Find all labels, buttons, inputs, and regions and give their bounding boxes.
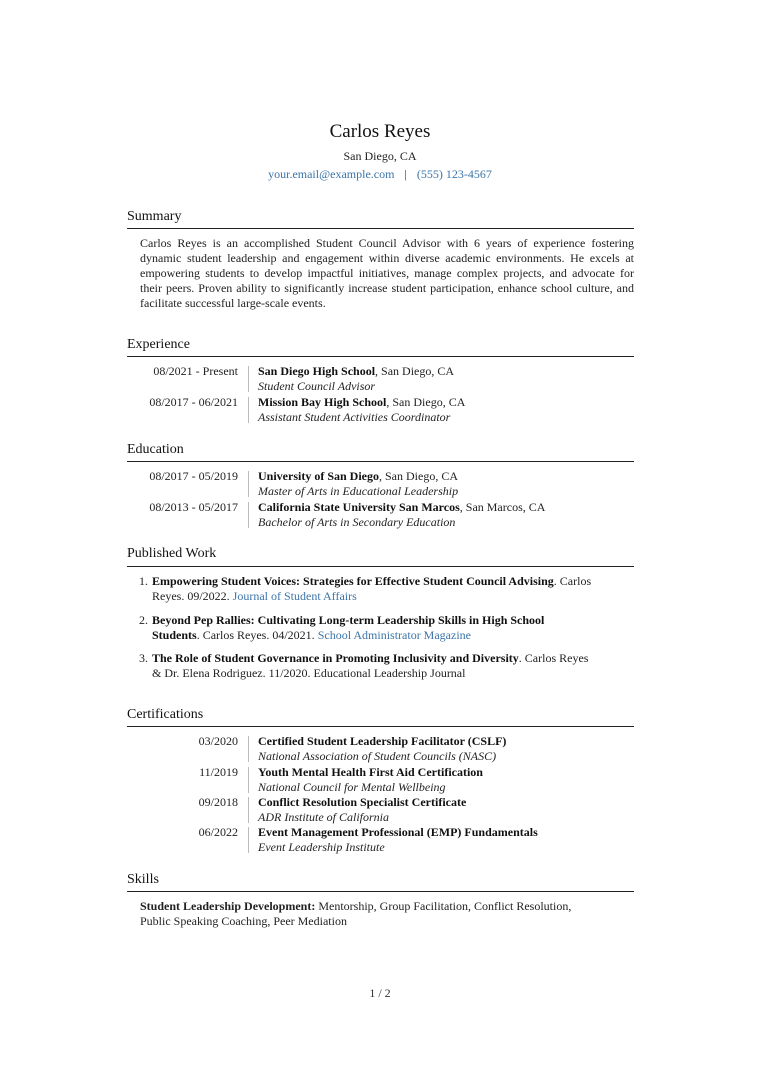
entry-date: 11/2019 [199,765,238,779]
publication-text [152,613,634,643]
entry-org: Mission Bay High School [258,395,387,409]
entry-degree: Bachelor of Arts in Secondary Education [258,515,456,529]
entry-divider [248,502,249,528]
publication-details: Reyes. 09/2022. [152,589,233,603]
email-link[interactable]: your.email@example.com [268,167,395,181]
certification-name: Conflict Resolution Specialist Certificate [258,795,467,809]
publication-venue-link[interactable]: School Administrator Magazine [317,628,471,642]
skills-text [140,899,634,929]
section-title-certifications: Certifications [127,707,204,722]
section-title-published-work: Published Work [127,546,217,561]
publication-title: The Role of Student Governance in Promoting Inclusivity and Diversity [152,651,519,665]
entry-role: Assistant Student Activities Coordinator [258,410,451,424]
section-rule [127,566,634,567]
certification-name: Certified Student Leadership Facilitator (CSLF) [258,734,507,748]
entry-body [258,734,634,764]
section-rule [127,356,634,357]
entry-body [258,500,634,530]
entry-divider [248,736,249,762]
entry-body [258,469,634,499]
publication-details: & Dr. Elena Rodriguez. 11/2020. Educational Leadership Journal [152,666,466,680]
publication-title: Beyond Pep Rallies: Cultivating Long-term Leadership Skills in High School [152,613,545,627]
entry-date: 08/2021 - Present [153,364,238,378]
entry-date: 08/2017 - 05/2019 [149,469,238,483]
section-title-education: Education [127,442,184,457]
page-number: 1 / 2 [369,986,391,1000]
certification-name: Event Management Professional (EMP) Fundamentals [258,825,538,839]
publication-text [152,651,634,681]
skills-line2: Public Speaking Coaching, Peer Mediation [140,914,347,928]
certification-issuer: National Association of Student Councils (NASC) [258,749,497,763]
certification-name: Youth Mental Health First Aid Certification [258,765,483,779]
entry-divider [248,397,249,423]
contact-separator: | [404,167,407,181]
section-rule [127,726,634,727]
entry-body [258,825,634,855]
section-title-summary: Summary [127,209,182,224]
entry-date: 03/2020 [198,734,238,748]
publication-title: Empowering Student Voices: Strategies for Effective Student Council Advising [152,574,554,588]
certification-issuer: ADR Institute of California [258,810,389,824]
section-title-experience: Experience [127,337,190,352]
entry-date: 08/2017 - 06/2021 [149,395,238,409]
certification-issuer: National Council for Mental Wellbeing [258,780,446,794]
entry-place: , San Diego, CA [386,395,466,409]
entry-divider [248,471,249,497]
entry-divider [248,767,249,793]
entry-place: , San Marcos, CA [459,500,546,514]
publication-authors: . Carlos Reyes [518,651,589,665]
publication-number: 1. [139,574,148,588]
entry-role: Student Council Advisor [258,379,376,393]
entry-degree: Master of Arts in Educational Leadership [258,484,459,498]
publication-venue-link[interactable]: Journal of Student Affairs [232,589,357,603]
publication-number: 2. [139,613,148,627]
skills-label: Student Leadership Development: [140,899,316,913]
entry-place: , San Diego, CA [379,469,458,483]
entry-date: 08/2013 - 05/2017 [149,500,238,514]
publication-authors: . Carlos [553,574,592,588]
entry-body [258,795,634,825]
section-rule [127,228,634,229]
entry-body [258,364,634,394]
entry-body [258,765,634,795]
phone-link[interactable]: (555) 123-4567 [416,167,492,181]
certification-issuer: Event Leadership Institute [258,840,385,854]
section-rule [127,461,634,462]
section-rule [127,891,634,892]
entry-date: 09/2018 [198,795,238,809]
candidate-location: San Diego, CA [343,149,417,163]
entry-org: San Diego High School [258,364,376,378]
entry-divider [248,797,249,823]
publication-title-cont: Students [152,628,197,642]
entry-divider [248,827,249,853]
publication-text [152,574,634,604]
entry-org: University of San Diego [258,469,379,483]
entry-org: California State University San Marcos [258,500,460,514]
candidate-name: Carlos Reyes [329,121,431,142]
publication-number: 3. [139,651,148,665]
skills-line1: Mentorship, Group Facilitation, Conflict Resolution, [315,899,572,913]
entry-body [258,395,634,425]
entry-divider [248,366,249,392]
contact-line [0,167,760,182]
section-title-skills: Skills [127,872,159,887]
summary-text: Carlos Reyes is an accomplished Student Council Advisor with 6 years of experience fostering dynamic student leadership and engagement within diverse academic environments. He excels at empowering students to develop impactful initiatives, manage complex projects, and advocate for their peers. Proven ability to significantly increase student participation, enhance school culture, and facilitate successful large-scale events. [140,236,634,310]
publication-details: . Carlos Reyes. 04/2021. [196,628,318,642]
entry-date: 06/2022 [198,825,238,839]
entry-place: , San Diego, CA [375,364,455,378]
